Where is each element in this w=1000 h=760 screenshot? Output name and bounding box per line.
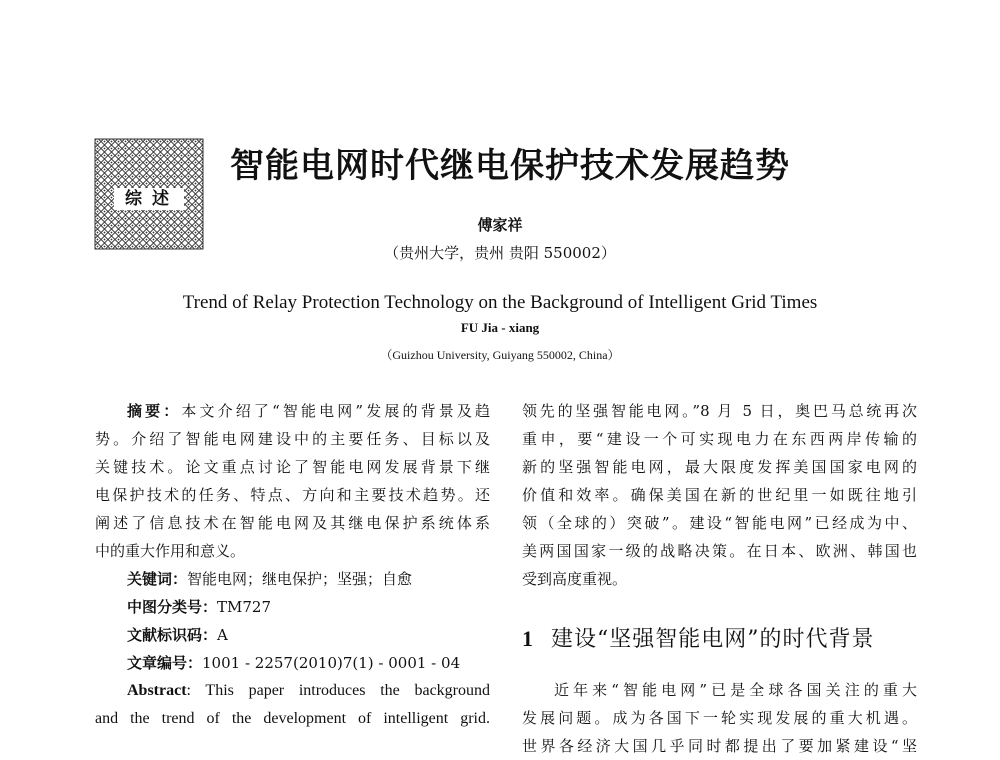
paper-title-en: Trend of Relay Protection Technology on the Background of Intelligent Grid Times [182, 292, 818, 313]
abstract-en-label: Abstract [127, 682, 187, 699]
body-line-1: 领先的坚强智能电网。”8 月 5 日，奥巴马总统再次 [522, 402, 917, 420]
body-line-6: 美两国国家一级的战略决策。在日本、欧洲、韩国也 [522, 542, 917, 560]
body-line-3: 新的坚强智能电网，最大限度发挥美国国家电网的 [522, 458, 917, 476]
section-line-1: 近年来“智能电网”已是全球各国关注的重大 [554, 681, 917, 699]
body-line-4: 价值和效率。确保美国在新的世纪里一如既往地引 [522, 486, 917, 504]
section-body [522, 676, 917, 760]
clc-value: TM727 [217, 598, 272, 616]
section-title: 建设“坚强智能电网”的时代背景 [551, 627, 875, 652]
affiliation-cn: （贵州大学，贵州 贵阳 550002） [384, 244, 616, 262]
article-no-line [95, 649, 490, 677]
left-column [95, 397, 490, 733]
doc-code-value: A [217, 626, 228, 644]
abstract-en-text-1: : This paper introduces the background [186, 682, 490, 699]
badge-label: 综述 [114, 188, 184, 210]
section-number: 1 [522, 626, 533, 651]
body-line-2: 重申，要“建设一个可实现电力在东西两岸传输的 [522, 430, 917, 448]
abstract-en-line-2: and the trend of the development of intelligent grid. [95, 710, 490, 727]
article-no-value: 1001 - 2257(2010)7(1) - 0001 - 04 [202, 654, 461, 672]
abstract-line-5: 阐述了信息技术在智能电网及其继电保护系统体系 [95, 514, 490, 532]
keywords-value: 智能电网；继电保护；坚强；自愈 [187, 570, 413, 588]
author-cn: 傅家祥 [477, 216, 523, 234]
abstract-line-6: 中的重大作用和意义。 [95, 542, 246, 560]
abstract-line-3: 关键技术。论文重点讨论了智能电网发展背景下继 [95, 458, 490, 476]
article-no-label: 文章编号： [127, 654, 203, 672]
right-column [522, 397, 917, 593]
abstract-line-4: 电保护技术的任务、特点、方向和主要技术趋势。还 [95, 486, 490, 504]
abstract-label: 摘要： [127, 402, 182, 420]
section-line-2: 发展问题。成为各国下一轮实现发展的重大机遇。 [522, 709, 917, 727]
doc-code-label: 文献标识码： [127, 626, 218, 644]
keywords-line [95, 565, 490, 593]
section-line-3: 世界各经济大国几乎同时都提出了要加紧建设“坚 [522, 737, 917, 755]
abstract-en-line-1 [95, 677, 490, 705]
affiliation-en: （Guizhou University, Guiyang 550002, China） [380, 348, 620, 362]
section-heading [522, 622, 875, 653]
clc-line [95, 593, 490, 621]
keywords-label: 关键词： [127, 570, 188, 588]
body-line-5: 领（全球的）突破”。建设“智能电网”已经成为中、 [522, 514, 917, 532]
doc-code-line [95, 621, 490, 649]
paper-title-cn: 智能电网时代继电保护技术发展趋势 [230, 146, 790, 186]
author-en: FU Jia - xiang [460, 320, 540, 335]
abstract-line-1 [95, 397, 490, 425]
abstract-line-2: 势。介绍了智能电网建设中的主要任务、目标以及 [95, 430, 490, 448]
body-line-7: 受到高度重视。 [522, 570, 628, 588]
abstract-text-1: 本文介绍了“智能电网”发展的背景及趋 [181, 402, 490, 420]
clc-label: 中图分类号： [127, 598, 218, 616]
